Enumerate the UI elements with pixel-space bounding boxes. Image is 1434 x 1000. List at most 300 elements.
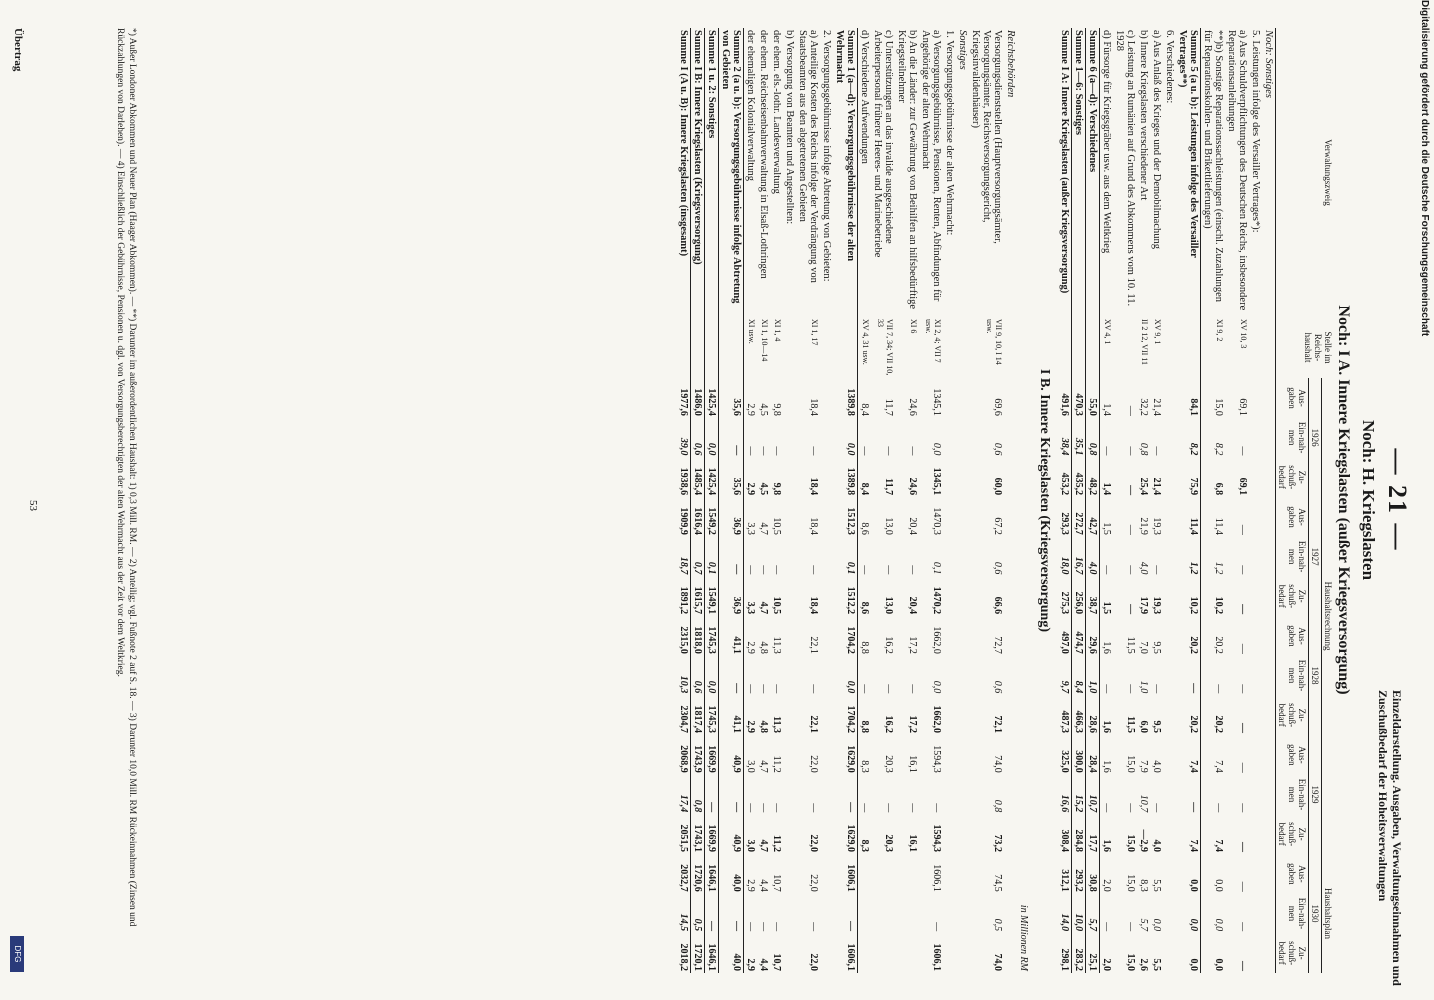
row-stelle [783, 317, 796, 378]
row-label: Summe 1 u. 2: Sonstiges [705, 28, 719, 317]
value-cell: 256,0 [1072, 576, 1086, 616]
value-cell [1163, 616, 1176, 656]
value-cell: 1594,3 [931, 745, 942, 773]
value-cell: 8,3 [859, 839, 870, 852]
unit-note: in Millionen RM [1018, 904, 1029, 971]
row-label: Reichsbehörden [1005, 30, 1016, 98]
value-cell: 487,3 [1058, 695, 1072, 735]
value-cell: 9,8 [771, 403, 782, 416]
value-cell: — [808, 803, 819, 813]
row-stelle [1113, 317, 1137, 378]
table-row [1137, 28, 1150, 973]
value-cell: 20,3 [883, 755, 894, 773]
sub-header: Aus-gaben [1276, 735, 1309, 775]
value-cell [820, 378, 833, 418]
value-cell [1163, 735, 1176, 775]
year-header: 1926 [1309, 378, 1322, 497]
value-cell [1163, 457, 1176, 497]
value-cell: 1704,2 [833, 616, 858, 656]
row-label: a) Aus Anlaß des Krieges und der Demobilmachung [1151, 30, 1162, 249]
value-cell: 1,4 [1101, 403, 1112, 416]
value-cell: 1470,2 [931, 586, 942, 615]
value-cell: 4,4 [758, 879, 769, 892]
value-cell: — [719, 656, 744, 695]
value-cell [871, 894, 895, 933]
value-cell [820, 497, 833, 537]
value-cell [943, 775, 956, 814]
section-title: Noch: H. Kriegslasten [1359, 419, 1378, 581]
row-label: Summe I B: Innere Kriegslasten (Kriegsversorgung) [691, 28, 705, 317]
value-cell [1163, 656, 1176, 695]
value-cell: — [833, 894, 858, 933]
row-stelle [677, 317, 691, 378]
value-cell [895, 933, 919, 973]
value-cell: 21,9 [1138, 517, 1149, 535]
value-cell [783, 854, 796, 894]
value-cell: 1389,8 [833, 457, 858, 497]
value-cell [895, 854, 919, 894]
value-cell [1004, 775, 1017, 814]
value-cell: — [1237, 643, 1248, 654]
value-cell: 0,0 [1213, 918, 1224, 932]
value-cell: 40,0 [719, 854, 744, 894]
row-stelle [820, 317, 833, 378]
value-cell [1163, 933, 1176, 973]
value-cell [858, 894, 872, 933]
year-header: 1928 [1309, 616, 1322, 735]
value-cell: 4,8 [758, 641, 769, 654]
value-cell [943, 576, 956, 616]
row-stelle: VII 7, 34; VII 10, 33 [876, 318, 894, 376]
value-cell [1004, 814, 1017, 854]
value-cell: 1669,9 [705, 814, 719, 854]
value-cell: 10,7 [1086, 775, 1100, 814]
value-cell: — [907, 565, 918, 575]
row-stelle [956, 317, 969, 378]
value-cell: 0,6 [992, 680, 1003, 694]
subtitle-row [1030, 28, 1058, 973]
col-verwaltung: Verwaltungszweig [1276, 28, 1335, 317]
value-cell [1262, 457, 1276, 497]
value-cell: 1345,1 [931, 388, 942, 416]
value-cell: — [1237, 723, 1248, 734]
page-foot: 53 [27, 500, 39, 511]
value-cell: 300,0 [1072, 735, 1086, 775]
value-cell: 16,2 [883, 715, 894, 734]
value-cell [1004, 735, 1017, 775]
value-cell: — [758, 922, 769, 932]
value-cell: 6,0 [1138, 720, 1149, 734]
table-row [1004, 28, 1017, 973]
value-cell: 67,2 [992, 517, 1003, 535]
row-stelle [705, 317, 719, 378]
row-stelle [1249, 317, 1262, 378]
sub-header: Ein-nah-men [1276, 775, 1309, 814]
value-cell: 16,6 [1058, 775, 1072, 814]
data-table [677, 28, 1334, 973]
value-cell [1262, 537, 1276, 576]
value-cell: 16,2 [883, 636, 894, 654]
value-cell: — [1237, 841, 1248, 852]
value-cell [1004, 576, 1017, 616]
value-cell: 1,5 [1101, 601, 1112, 615]
value-cell: 9,5 [1151, 720, 1162, 734]
value-cell: — [1101, 446, 1112, 456]
value-cell: 2,9 [745, 482, 756, 496]
value-cell: — [1213, 803, 1224, 813]
value-cell [943, 854, 956, 894]
value-cell: — [1125, 485, 1136, 496]
row-label: Summe 1 (a—d): Versorgungsgebührnisse der alten Wehrmacht [833, 28, 858, 317]
value-cell: 0,0 [1176, 894, 1201, 933]
value-cell: 0,6 [691, 418, 705, 457]
value-cell: 1615,7 [691, 576, 705, 616]
value-cell [1249, 854, 1262, 894]
value-cell: — [1151, 446, 1162, 456]
row-label: a) Aus Schuldverpflichtungen des Deutschen Reichs, insbesondere Reparationsanleihungen [1226, 30, 1248, 311]
value-cell: 3,3 [745, 522, 756, 535]
value-cell: 60,0 [992, 477, 1003, 496]
col-stelle: Stelle im Reichs-haushalt [1276, 317, 1335, 378]
value-cell [1249, 497, 1262, 537]
value-cell: 4,0 [1151, 839, 1162, 852]
value-cell: 298,1 [1058, 933, 1072, 973]
value-cell: 5,5 [1151, 879, 1162, 892]
row-label: b) Innere Kriegslasten verschiedener Art [1138, 30, 1149, 201]
value-cell: 8,2 [1176, 418, 1201, 457]
value-cell: 11,5 [1125, 636, 1136, 654]
value-cell: 0,6 [992, 442, 1003, 456]
group-rechnung: Haushaltsrechnung [1322, 378, 1335, 854]
value-cell: 1606,1 [931, 943, 942, 971]
value-cell [858, 854, 872, 894]
value-cell: — [808, 922, 819, 932]
value-cell: 72,7 [992, 636, 1003, 654]
value-cell: — [808, 684, 819, 694]
value-cell: — [758, 684, 769, 694]
value-cell: 1704,2 [833, 695, 858, 735]
table-row [719, 28, 744, 973]
value-cell: — [883, 565, 894, 575]
value-cell: 4,4 [758, 958, 769, 971]
value-cell [1249, 576, 1262, 616]
row-label: 2. Versorgungsgebührnisse infolge Abtretung von Gebieten: [821, 30, 832, 282]
value-cell [783, 378, 796, 418]
row-label: 1. Versorgungsgebührnisse der alten Wehrmacht: [944, 30, 955, 236]
value-cell: 1594,3 [931, 824, 942, 852]
table-row [796, 28, 820, 973]
value-cell: — [907, 803, 918, 813]
value-cell: 39,0 [677, 418, 691, 457]
value-cell: — [771, 803, 782, 813]
value-cell: 1549,1 [705, 576, 719, 616]
value-cell: 21,4 [1151, 398, 1162, 416]
table-row [919, 28, 943, 973]
value-cell: 0,0 [705, 418, 719, 457]
value-cell [1262, 814, 1276, 854]
value-cell: 284,8 [1072, 814, 1086, 854]
footnotes: *) Außer Londoner Abkommen und Neuer Plan (Haager Abkommen). — **) Darunter im außerordentlichen Haushalt: 1) 0,3 Mill. RM. — 2) Anteilig; vgl. Fußnote 2 auf S. 18. — 3) Darunter 10,0 Mill. RM Rückeinnahmen (Zinsen und Rückzahlungen von Darlehen). — 4) Einschließlich der Gebührnisse, Pensionen u. dgl. von Versorgungsberechtigten der alten Wehrmacht aus der Zeit vor dem Weltkrieg. [115, 28, 137, 927]
value-cell [1004, 656, 1017, 695]
value-cell [1004, 418, 1017, 457]
row-label: Summe 1—6: Sonstiges [1072, 28, 1086, 317]
table-row [1201, 28, 1226, 973]
table-row [1249, 28, 1262, 973]
value-cell: 16,1 [907, 755, 918, 773]
value-cell: 0,0 [1213, 958, 1224, 971]
value-cell: 11,7 [883, 398, 894, 416]
value-cell [1163, 854, 1176, 894]
value-cell: 283,2 [1072, 933, 1086, 973]
value-cell: 18,4 [808, 398, 819, 416]
value-cell: 4,7 [758, 760, 769, 773]
value-cell: 4,7 [758, 839, 769, 852]
value-cell [1262, 854, 1276, 894]
value-cell: 2315,0 [677, 616, 691, 656]
value-cell [1249, 457, 1262, 497]
row-label: d) Verschiedene Aufwendungen [859, 30, 870, 164]
value-cell: 10,7 [771, 874, 782, 892]
value-cell: 1891,2 [677, 576, 691, 616]
value-cell [820, 418, 833, 457]
value-cell [956, 576, 969, 616]
value-cell: — [1237, 803, 1248, 813]
value-cell: 41,1 [719, 695, 744, 735]
value-cell: 19,3 [1151, 596, 1162, 615]
value-cell: 9,8 [771, 482, 782, 496]
value-cell [783, 735, 796, 775]
value-cell: — [771, 565, 782, 575]
value-cell: 41,1 [719, 616, 744, 656]
value-cell: 293,2 [1072, 854, 1086, 894]
row-stelle: XI 1, 10—14 [760, 318, 769, 362]
sub-header: Aus-gaben [1276, 378, 1309, 418]
table-row [820, 28, 833, 973]
value-cell: 11,2 [771, 835, 782, 852]
value-cell: 38,4 [1058, 418, 1072, 457]
value-cell [1249, 616, 1262, 656]
value-cell: 1606,1 [833, 854, 858, 894]
value-cell [1004, 933, 1017, 973]
value-cell: — [1101, 565, 1112, 575]
row-stelle: XI 6 [909, 318, 918, 334]
value-cell: — [1125, 405, 1136, 416]
value-cell [1249, 418, 1262, 457]
value-cell: 2,9 [745, 958, 756, 971]
value-cell: 466,3 [1072, 695, 1086, 735]
value-cell: 36,9 [719, 497, 744, 537]
value-cell: 38,7 [1086, 576, 1100, 616]
sub-header: Ein-nah-men [1276, 894, 1309, 933]
value-cell: 1662,0 [931, 626, 942, 654]
value-cell: 20,3 [883, 834, 894, 852]
row-stelle [943, 317, 956, 378]
value-cell: 24,6 [907, 398, 918, 416]
value-cell: 22,1 [808, 715, 819, 734]
value-cell: — [1125, 565, 1136, 575]
value-cell: — [1101, 922, 1112, 932]
value-cell: 15,0 [1213, 398, 1224, 416]
table-row [705, 28, 719, 973]
value-cell: 2,0 [1101, 958, 1112, 971]
row-stelle: XV 4, 31 usw. [861, 318, 870, 365]
value-cell: 74,0 [992, 755, 1003, 773]
year-header: 1929 [1309, 735, 1322, 854]
value-cell: 0,8 [992, 799, 1003, 813]
value-cell [783, 537, 796, 576]
value-cell [956, 497, 969, 537]
value-cell: — [1176, 775, 1201, 814]
value-cell: — [745, 446, 756, 456]
value-cell: 42,7 [1086, 497, 1100, 537]
value-cell: 40,9 [719, 814, 744, 854]
row-label: a) Versorgungsgebührnisse, Pensionen, Renten, Abfindungen für Angehörige der alten Wehrmacht [920, 30, 942, 302]
value-cell [895, 894, 919, 933]
value-cell [943, 616, 956, 656]
value-cell: 0,6 [691, 656, 705, 695]
value-cell: —2,9 [1138, 829, 1149, 852]
row-label: d) Fürsorge für Kriegsgräber usw. aus dem Weltkrieg [1101, 30, 1112, 254]
value-cell: 17,2 [907, 715, 918, 734]
value-cell: 470,3 [1072, 378, 1086, 418]
value-cell: 1745,3 [705, 695, 719, 735]
value-cell: 4,0 [1086, 537, 1100, 576]
sub-header: Aus-gaben [1276, 497, 1309, 537]
value-cell: 22,1 [808, 636, 819, 654]
table-row [943, 28, 956, 973]
row-stelle [1004, 317, 1017, 378]
value-cell: — [883, 803, 894, 813]
value-cell: 308,4 [1058, 814, 1072, 854]
table-row [1072, 28, 1086, 973]
value-cell [1262, 378, 1276, 418]
sub-header: Aus-gaben [1276, 854, 1309, 894]
value-cell [820, 854, 833, 894]
value-cell: 4,0 [1151, 760, 1162, 773]
value-cell [1004, 537, 1017, 576]
row-stelle: XI usw. [747, 318, 756, 344]
value-cell: — [1237, 922, 1248, 932]
value-cell: 21,4 [1151, 477, 1162, 496]
row-stelle: XI 1, 17 [810, 318, 819, 346]
unit-row [1017, 28, 1030, 973]
value-cell: 0,0 [1176, 933, 1201, 973]
value-cell: 10,2 [1176, 576, 1201, 616]
table-row [1163, 28, 1176, 973]
value-cell: 69,1 [1237, 398, 1248, 416]
digitization-note: Digitalisierung gefördert durch die Deutsche Forschungsgemeinschaft [1419, 0, 1430, 337]
value-cell: 18,0 [1058, 537, 1072, 576]
value-cell: 11,4 [1213, 517, 1224, 535]
value-cell [783, 695, 796, 735]
value-cell: — [1151, 803, 1162, 813]
value-cell [783, 497, 796, 537]
value-cell [943, 378, 956, 418]
value-cell: 0,8 [1086, 418, 1100, 457]
value-cell: — [1151, 684, 1162, 694]
value-cell: 18,4 [808, 517, 819, 535]
value-cell: — [833, 775, 858, 814]
table-row [1225, 28, 1249, 973]
value-cell: 1485,4 [691, 457, 705, 497]
value-cell [1249, 656, 1262, 695]
value-cell: 1,0 [1086, 656, 1100, 695]
row-stelle [1072, 317, 1086, 378]
row-stelle: II 2 12, VII 11 [1140, 318, 1149, 365]
value-cell: 8,3 [859, 760, 870, 773]
value-cell: 11,5 [1125, 716, 1136, 734]
value-cell: 9,7 [1058, 656, 1072, 695]
row-label: Summe I A: Innere Kriegslasten (außer Kriegsversorgung) [1058, 28, 1072, 317]
value-cell [1163, 695, 1176, 735]
value-cell [820, 814, 833, 854]
value-cell: 1,6 [1101, 839, 1112, 852]
value-cell: 5,5 [1151, 958, 1162, 971]
value-cell: 0,0 [833, 418, 858, 457]
value-cell [1262, 497, 1276, 537]
value-cell: — [883, 446, 894, 456]
value-cell: 1,6 [1101, 720, 1112, 734]
value-cell [820, 457, 833, 497]
value-cell [1163, 894, 1176, 933]
value-cell [1004, 854, 1017, 894]
value-cell: 84,1 [1176, 378, 1201, 418]
table-row [1086, 28, 1100, 973]
table-row [969, 28, 1004, 973]
value-cell [871, 933, 895, 973]
value-cell [943, 814, 956, 854]
value-cell: 1616,4 [691, 497, 705, 537]
value-cell [1163, 814, 1176, 854]
sub-header: Zu-schuß-bedarf [1276, 457, 1309, 497]
row-stelle: XI 2, 4; VII 7 usw. [924, 318, 942, 363]
table-row [895, 28, 919, 973]
value-cell: 10,3 [677, 656, 691, 695]
value-cell: 0,8 [691, 775, 705, 814]
row-stelle [1176, 317, 1201, 378]
row-label: **)b) Sonstige Reparationssachleistungen (einschl. Zuzahlungen für Reparationskohlen- und Brikettlieferungen) [1202, 30, 1224, 303]
value-cell [1262, 933, 1276, 973]
value-cell: 0,0 [705, 656, 719, 695]
value-cell: 11,7 [883, 478, 894, 496]
row-stelle [1262, 317, 1276, 378]
value-cell: 15,2 [1072, 775, 1086, 814]
row-label: Summe I (A u. B): Innere Kriegslasten (insgesamt) [677, 28, 691, 317]
value-cell [943, 497, 956, 537]
table-row [1176, 28, 1201, 973]
value-cell: 1512,2 [833, 576, 858, 616]
value-cell [871, 854, 895, 894]
row-label: der ehemaligen Kolonialverwaltung [745, 30, 756, 182]
value-cell: 1486,0 [691, 378, 705, 418]
value-cell: 0,8 [1138, 442, 1149, 456]
value-cell [820, 735, 833, 775]
value-cell [956, 933, 969, 973]
value-cell [858, 933, 872, 973]
table-row [833, 28, 858, 973]
value-cell: 1646,1 [705, 854, 719, 894]
row-label: b) An die Länder: zur Gewährung von Beihilfen an hilfsbedürftige Kriegsteilnehmer [896, 30, 918, 310]
value-cell: 0,7 [691, 537, 705, 576]
value-cell: 1,2 [1176, 537, 1201, 576]
table-row [677, 28, 691, 973]
sub-header: Ein-nah-men [1276, 656, 1309, 695]
value-cell: 24,6 [907, 477, 918, 496]
value-cell: 0,0 [833, 656, 858, 695]
value-cell: 3,0 [745, 839, 756, 852]
row-label: Summe 5 (a u. b): Leistungen infolge des Versailler Vertrages**) [1176, 28, 1201, 317]
value-cell: — [1213, 684, 1224, 694]
